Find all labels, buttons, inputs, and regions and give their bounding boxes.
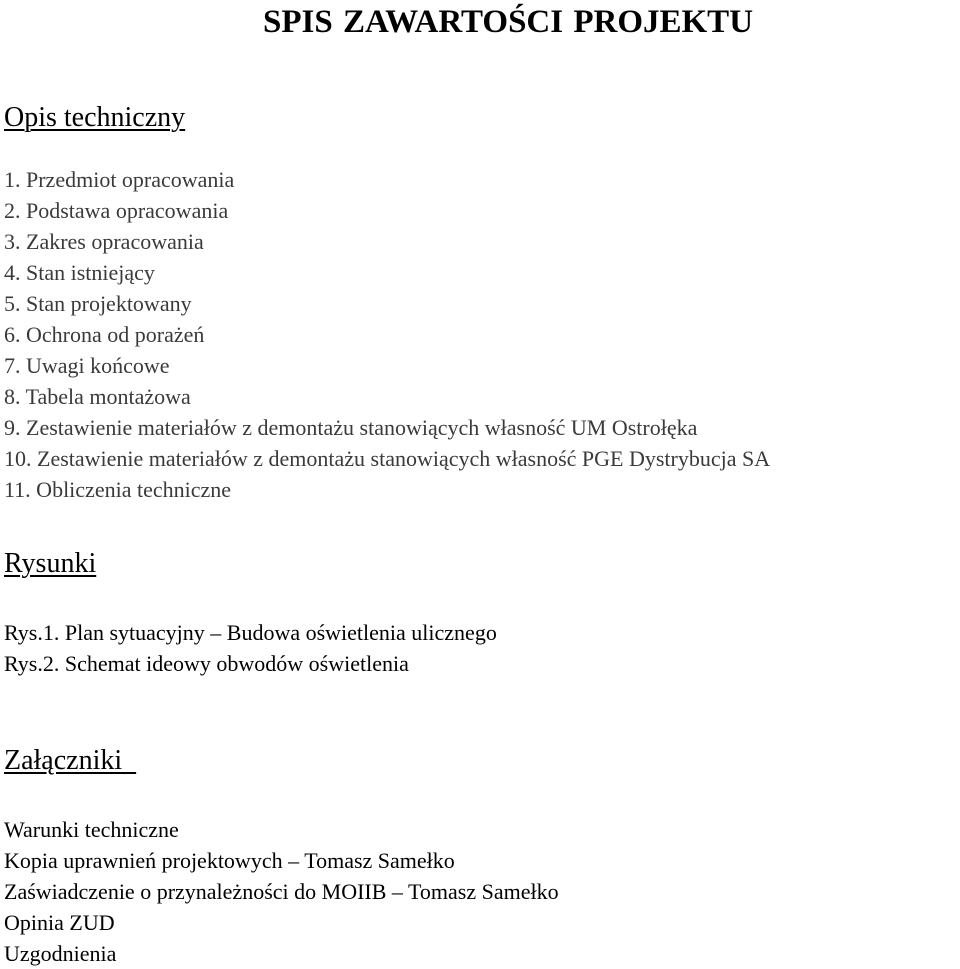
document-title: SPIS ZAWARTOŚCI PROJEKTU (263, 4, 754, 40)
list-item: 11. Obliczenia techniczne (4, 477, 232, 502)
list-item: 3. Zakres opracowania (4, 229, 204, 254)
list-item: Opinia ZUD (4, 910, 115, 935)
list-item: 2. Podstawa opracowania (4, 198, 229, 223)
list-item: 9. Zestawienie materiałów z demontażu stanowiących własność UM Ostrołęka (4, 415, 698, 440)
list-item: 8. Tabela montażowa (4, 384, 191, 409)
section-heading-zalaczniki: Załączniki (4, 745, 137, 776)
list-item: 1. Przedmiot opracowania (4, 167, 235, 192)
list-item: 7. Uwagi końcowe (4, 353, 170, 378)
list-item: Kopia uprawnień projektowych – Tomasz Samełko (4, 848, 455, 873)
section-heading-opis-techniczny: Opis techniczny (4, 102, 186, 133)
list-item: Rys.1. Plan sytuacyjny – Budowa oświetlenia ulicznego (4, 620, 497, 645)
list-item: 10. Zestawienie materiałów z demontażu stanowiących własność PGE Dystrybucja SA (4, 446, 771, 471)
opis-techniczny-list (4, 164, 770, 505)
list-item: 5. Stan projektowany (4, 291, 192, 316)
rysunki-list (4, 617, 497, 679)
list-item: Uzgodnienia (4, 941, 117, 966)
section-heading-rysunki: Rysunki (4, 548, 97, 579)
list-item: Warunki techniczne (4, 817, 179, 842)
list-item: 4. Stan istniejący (4, 260, 155, 285)
list-item: 6. Ochrona od porażeń (4, 322, 205, 347)
list-item: Zaświadczenie o przynależności do MOIIB – Tomasz Samełko (4, 879, 559, 904)
zalaczniki-list (4, 814, 559, 969)
list-item: Rys.2. Schemat ideowy obwodów oświetlenia (4, 651, 409, 676)
